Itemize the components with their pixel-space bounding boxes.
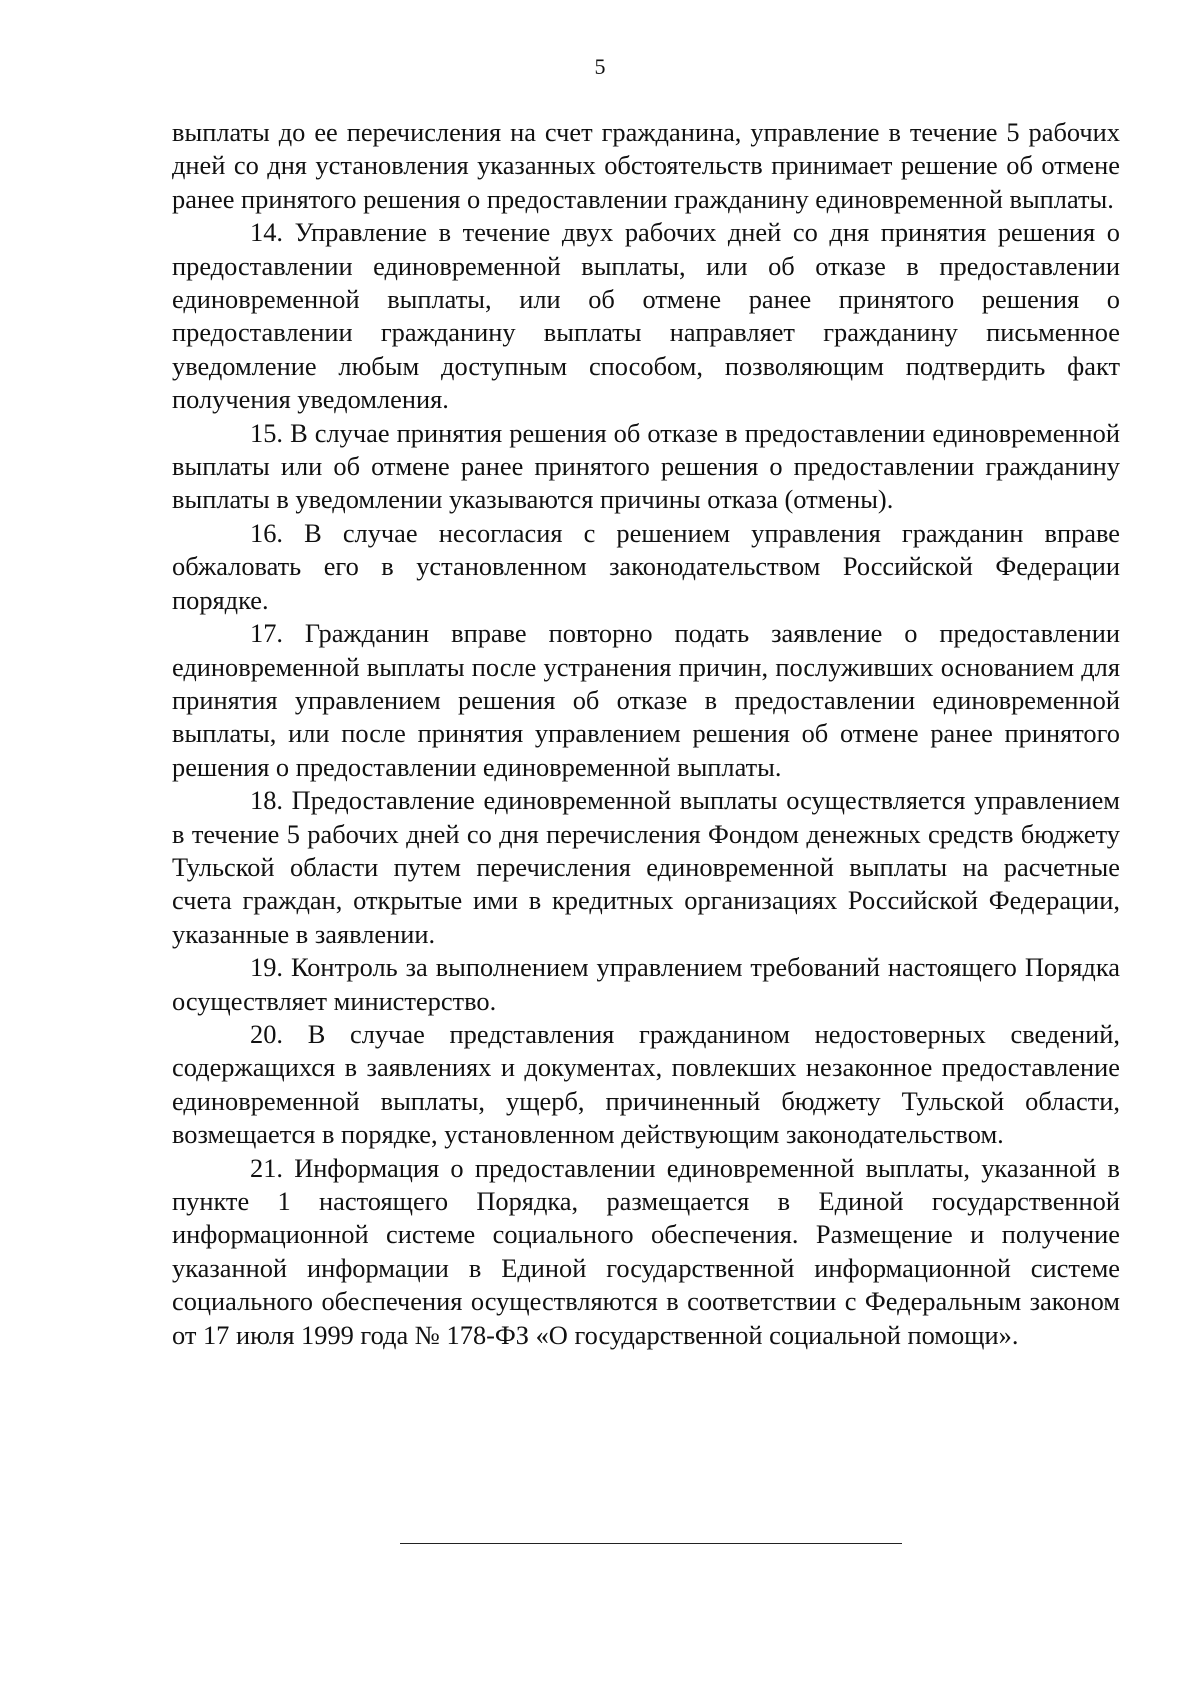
page-number: 5 (594, 54, 606, 79)
paragraph-15: 15. В случае принятия решения об отказе в предоставлении единовременной выплаты или об отмене ранее принятого решения о предоставлении гражданину выплаты в уведомлении указываются причины отказа (отмены). (172, 417, 1120, 515)
paragraph-21: 21. Информация о предоставлении единовременной выплаты, указанной в пункте 1 настоящего Порядка, размещается в Единой государственной информационной системе социального обеспечения. Размещение и получение указанной информации в Единой государственной информационной системе социального обеспечения осуществляются в соответствии с Федеральным законом от 17 июля 1999 года № 178-ФЗ «О государственной социальной помощи». (172, 1152, 1120, 1350)
paragraph-18: 18. Предоставление единовременной выплаты осуществляется управлением в течение 5 рабочих дней со дня перечисления Фондом денежных средств бюджету Тульской области путем перечисления единовременной выплаты на расчетные счета граждан, открытые ими в кредитных организациях Российской Федерации, указанные в заявлении. (172, 785, 1120, 949)
paragraph-17: 17. Гражданин вправе повторно подать заявление о предоставлении единовременной выплаты после устранения причин, послуживших основанием для принятия управлением решения об отказе в предоставлении единовременной выплаты, или после принятия управлением решения об отмене ранее принятого решения о предоставлении единовременной выплаты. (172, 618, 1120, 782)
paragraph-13-continuation: выплаты до ее перечисления на счет гражданина, управление в течение 5 рабочих дней со дня установления указанных обстоятельств принимает решение об отмене ранее принятого решения о предоставлении гражданину единовременной выплаты. (172, 117, 1120, 214)
paragraph-20: 20. В случае представления гражданином недостоверных сведений, содержащихся в заявлениях и документах, повлекших незаконное предоставление единовременной выплаты, ущерб, причиненный бюджету Тульской области, возмещается в порядке, установленном действующим законодательством. (172, 1018, 1120, 1150)
paragraph-16: 16. В случае несогласия с решением управления гражданин вправе обжаловать его в установленном законодательством Российской Федерации порядке. (172, 517, 1120, 615)
closing-divider-line (400, 1543, 902, 1544)
paragraph-19: 19. Контроль за выполнением управлением требований настоящего Порядка осуществляет министерство. (172, 952, 1120, 1016)
paragraph-14: 14. Управление в течение двух рабочих дней со дня принятия решения о предоставлении единовременной выплаты, или об отказе в предоставлении единовременной выплаты, или об отмене ранее принятого решения о предоставлении гражданину выплаты направляет гражданину письменное уведомление любым доступным способом, позволяющим подтвердить факт получения уведомления. (172, 217, 1120, 415)
document-body (172, 116, 1120, 1352)
